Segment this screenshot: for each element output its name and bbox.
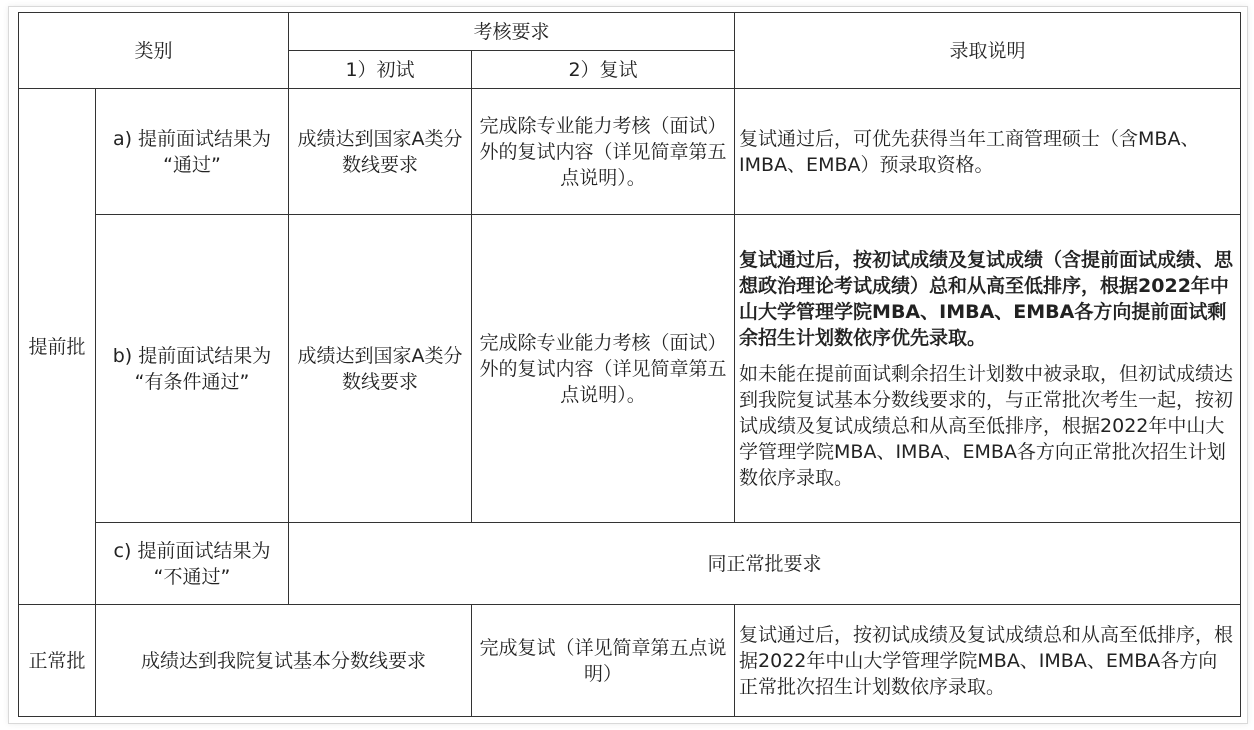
normal-retest: 完成复试（详见简章第五点说明） bbox=[472, 605, 735, 717]
early-c-same-as-normal: 同正常批要求 bbox=[289, 523, 1241, 605]
early-a-retest: 完成除专业能力考核（面试）外的复试内容（详见简章第五点说明）。 bbox=[472, 89, 735, 215]
normal-admission: 复试通过后，按初试成绩及复试成绩总和从高至低排序，根据2022年中山大学管理学院MBA、IMBA、EMBA各方向正常批次招生计划数依序录取。 bbox=[735, 605, 1241, 717]
early-c-condition-line2: “不通过” bbox=[153, 565, 231, 588]
early-a-admission bbox=[735, 89, 1241, 215]
early-c-condition bbox=[96, 523, 289, 605]
early-b-initial: 成绩达到国家A类分数线要求 bbox=[289, 215, 472, 523]
header-admission: 录取说明 bbox=[735, 13, 1241, 89]
early-b-condition-line1: b) 提前面试结果为 bbox=[112, 344, 272, 367]
early-b-retest: 完成除专业能力考核（面试）外的复试内容（详见简章第五点说明）。 bbox=[472, 215, 735, 523]
early-b-admission-para-2: 如未能在提前面试剩余招生计划数中被录取，但初试成绩达到我院复试基本分数线要求的，与正常批次考生一起，按初试成绩及复试成绩总和从高至低排序，根据2022年中山大学管理学院MBA、IMBA、EMBA各方向正常批次招生计划数依序录取。 bbox=[739, 362, 1234, 489]
early-a-condition bbox=[96, 89, 289, 215]
header-requirements: 考核要求 bbox=[289, 13, 735, 51]
normal-batch-label: 正常批 bbox=[19, 605, 96, 717]
early-a-admission-para: 复试通过后，可优先获得当年工商管理硕士（含MBA、IMBA、EMBA）预录取资格。 bbox=[739, 127, 1200, 176]
normal-initial: 成绩达到我院复试基本分数线要求 bbox=[96, 605, 472, 717]
early-c-condition-line1: c) 提前面试结果为 bbox=[113, 539, 271, 562]
admission-rules-table bbox=[18, 12, 1241, 717]
early-b-condition bbox=[96, 215, 289, 523]
early-b-admission bbox=[735, 215, 1241, 523]
header-initial: 1）初试 bbox=[289, 51, 472, 89]
early-b-condition-line2: “有条件通过” bbox=[134, 370, 250, 393]
header-category: 类别 bbox=[19, 13, 289, 89]
header-retest: 2）复试 bbox=[472, 51, 735, 89]
early-a-condition-line2: “通过” bbox=[163, 153, 221, 176]
early-a-initial: 成绩达到国家A类分数线要求 bbox=[289, 89, 472, 215]
early-b-admission-para-1: 复试通过后，按初试成绩及复试成绩（含提前面试成绩、思想政治理论考试成绩）总和从高至低排序，根据2022年中山大学管理学院MBA、IMBA、EMBA各方向提前面试剩余招生计划数依序优先录取。 bbox=[739, 248, 1234, 349]
early-a-condition-line1: a) 提前面试结果为 bbox=[112, 127, 272, 150]
early-batch-label: 提前批 bbox=[19, 89, 96, 605]
